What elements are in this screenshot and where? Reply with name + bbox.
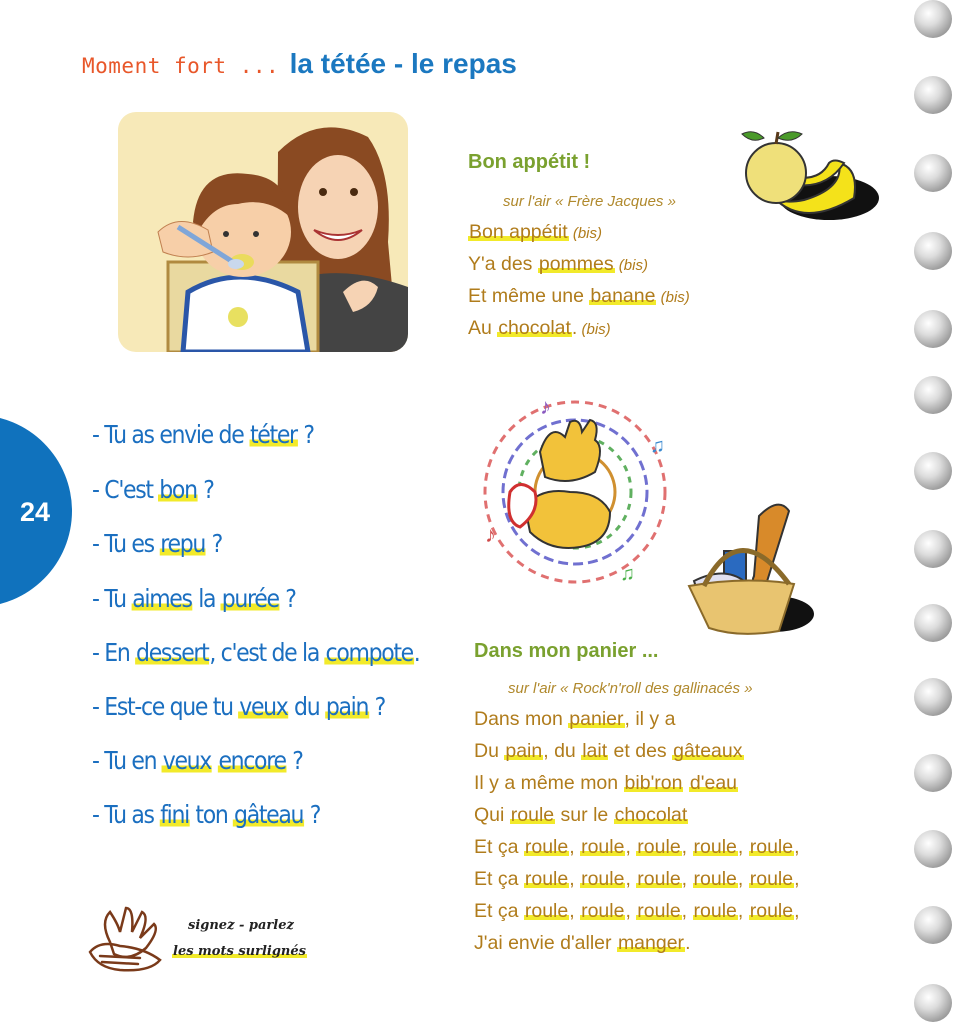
binder-ring [914, 76, 952, 114]
binder-ring [914, 452, 952, 490]
svg-text:♪: ♪ [485, 522, 496, 547]
binder-ring [914, 984, 952, 1022]
song1-line: Au chocolat. (bis) [468, 317, 611, 339]
page-number: 24 [20, 497, 51, 527]
svg-text:♫: ♫ [650, 435, 665, 457]
binder-ring [914, 376, 952, 414]
sign-caption-line1: signez - parlez [188, 918, 294, 933]
question-line: - Tu as fini ton gâteau ? [92, 800, 321, 829]
song1-line: Y'a des pommes (bis) [468, 253, 648, 275]
song2-title: Dans mon panier ... [474, 640, 659, 662]
binder-ring [914, 0, 952, 38]
binder-ring [914, 604, 952, 642]
song2-line: Du pain, du lait et des gâteaux [474, 740, 743, 762]
page-heading: la tétée - le repas [289, 48, 517, 79]
svg-text:♫: ♫ [620, 563, 635, 585]
music-sign-illustration [470, 392, 688, 590]
svg-text:♪: ♪ [540, 394, 551, 419]
question-line: - En dessert, c'est de la compote. [92, 638, 420, 667]
binder-ring [914, 906, 952, 944]
apple-banana-illustration [734, 128, 884, 228]
song2-roule-line: Et ça roule, roule, roule, roule, roule, [474, 900, 800, 922]
song1-line: Et même une banane (bis) [468, 285, 690, 307]
song2-line: Dans mon panier, il y a [474, 708, 676, 730]
binder-ring [914, 154, 952, 192]
song2-line: Qui roule sur le chocolat [474, 804, 688, 826]
question-line: - C'est bon ? [92, 475, 214, 504]
song1-line: Bon appétit (bis) [469, 221, 603, 243]
question-line: - Tu as envie de téter ? [92, 420, 314, 449]
song2-roule-line: Et ça roule, roule, roule, roule, roule, [474, 868, 800, 890]
song2-roule-line: Et ça roule, roule, roule, roule, roule, [474, 836, 800, 858]
binder-ring [914, 678, 952, 716]
sign-hands-icon [80, 902, 176, 974]
binder-ring [914, 232, 952, 270]
binder-ring [914, 754, 952, 792]
feeding-illustration [118, 112, 408, 352]
song1-air: sur l'air « Frère Jacques » [503, 193, 676, 210]
song1-title: Bon appétit ! [468, 151, 591, 173]
question-line: - Tu es repu ? [92, 529, 222, 558]
page-title [82, 48, 517, 80]
binder-ring [914, 530, 952, 568]
question-line: - Est-ce que tu veux du pain ? [92, 692, 386, 721]
song2-air: sur l'air « Rock'n'roll des gallinacés » [508, 680, 753, 697]
song2-line: J'ai envie d'aller manger. [474, 932, 691, 954]
question-line: - Tu en veux encore ? [92, 746, 303, 775]
moment-label: Moment fort ... [82, 54, 280, 78]
sign-caption-line2: les mots surlignés [173, 944, 306, 959]
song2-line: Il y a même mon bib'ron d'eau [474, 772, 738, 794]
basket-illustration [684, 496, 816, 638]
binder-ring [914, 830, 952, 868]
question-line: - Tu aimes la purée ? [92, 584, 296, 613]
binder-ring [914, 310, 952, 348]
